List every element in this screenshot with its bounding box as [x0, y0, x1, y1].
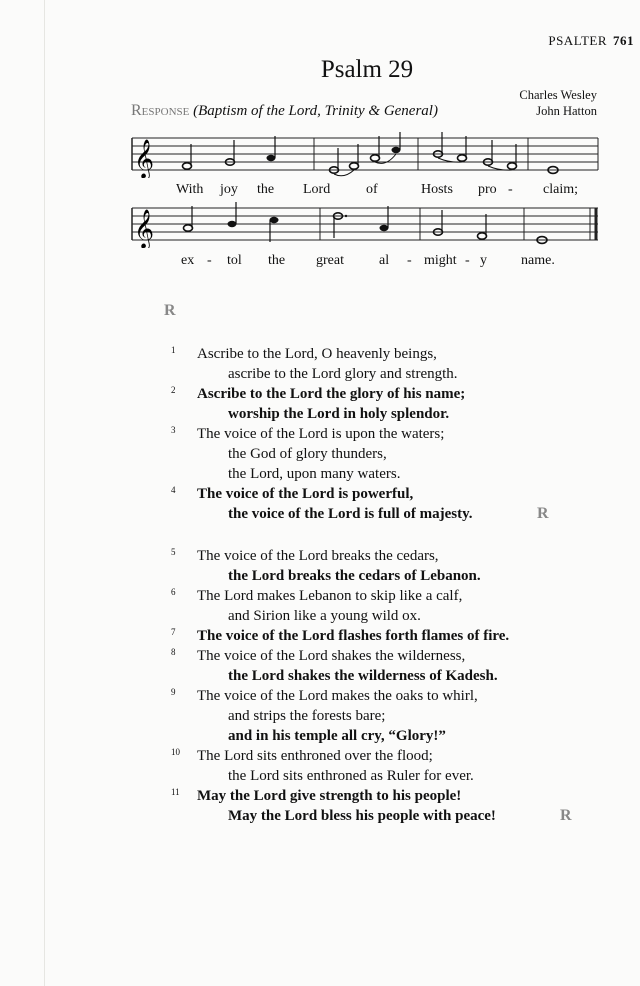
verse-number: 2: [171, 385, 176, 395]
refrain-marker: R: [560, 807, 572, 824]
verse-text: The voice of the Lord is powerful,: [197, 486, 414, 502]
verse-number: 8: [171, 647, 176, 657]
verse-text: Ascribe to the Lord the glory of his name;: [197, 386, 466, 402]
verse-number: 5: [171, 547, 176, 557]
verse-text: ascribe to the Lord glory and strength.: [228, 366, 458, 382]
response-heading: [131, 102, 438, 120]
lyrics-line-2: ex - tol the great al - might - y name.: [181, 253, 555, 268]
verse-number: 4: [171, 485, 176, 495]
lyrics-line-1: With joy the Lord of Hosts pro - claim;: [176, 182, 578, 197]
verse-text: Ascribe to the Lord, O heavenly beings,: [197, 346, 437, 362]
verse-number: 9: [171, 687, 176, 697]
verse-number: 7: [171, 627, 176, 637]
verse-text: The Lord sits enthroned over the flood;: [197, 748, 433, 764]
response-occasion: (Baptism of the Lord, Trinity & General): [193, 103, 438, 119]
psalm-title: Psalm 29: [320, 56, 414, 83]
verse-number: 6: [171, 587, 176, 597]
page-margin-line: [44, 0, 45, 986]
music-credit: John Hatton: [536, 104, 597, 118]
verse-text: The voice of the Lord shakes the wilderness,: [197, 648, 466, 664]
verse-text: May the Lord give strength to his people!: [197, 788, 462, 804]
verse-text: The voice of the Lord is upon the waters;: [197, 426, 445, 442]
refrain-marker: R: [537, 505, 549, 522]
verse-number: 3: [171, 425, 176, 435]
treble-clef-icon: 𝄞: [134, 209, 155, 248]
response-label: Response: [131, 102, 190, 119]
verse-text: the God of glory thunders,: [228, 446, 387, 462]
section-label: PSALTER: [548, 33, 607, 48]
verse-number: 11: [171, 787, 180, 797]
verse-text: the Lord sits enthroned as Ruler for ever.: [228, 768, 474, 784]
verse-text: The Lord makes Lebanon to skip like a calf,: [197, 588, 463, 604]
verse-text: the Lord shakes the wilderness of Kadesh.: [228, 668, 498, 684]
verse-text: the Lord, upon many waters.: [228, 466, 401, 482]
verse-text: and in his temple all cry, “Glory!”: [228, 728, 446, 744]
verse-number: 10: [171, 747, 180, 757]
verse-text: The voice of the Lord flashes forth flames of fire.: [197, 628, 510, 644]
page-number: 761: [613, 33, 634, 48]
verse-text: and strips the forests bare;: [228, 708, 386, 724]
verse-text: The voice of the Lord breaks the cedars,: [197, 548, 439, 564]
verse-text: worship the Lord in holy splendor.: [228, 406, 450, 422]
verse-text: May the Lord bless his people with peace!: [228, 808, 496, 824]
text-credit: Charles Wesley: [519, 88, 597, 102]
refrain-marker: R: [164, 302, 176, 319]
verse-number: 1: [171, 345, 176, 355]
verse-text: and Sirion like a young wild ox.: [228, 608, 421, 624]
treble-clef-icon: 𝄞: [134, 139, 155, 178]
music-staff-2: [128, 202, 600, 248]
verse-text: the voice of the Lord is full of majesty.: [228, 506, 473, 522]
page-header: [548, 33, 634, 49]
verse-text: the Lord breaks the cedars of Lebanon.: [228, 568, 481, 584]
music-staff-1: [128, 132, 600, 178]
verse-text: The voice of the Lord makes the oaks to whirl,: [197, 688, 478, 704]
